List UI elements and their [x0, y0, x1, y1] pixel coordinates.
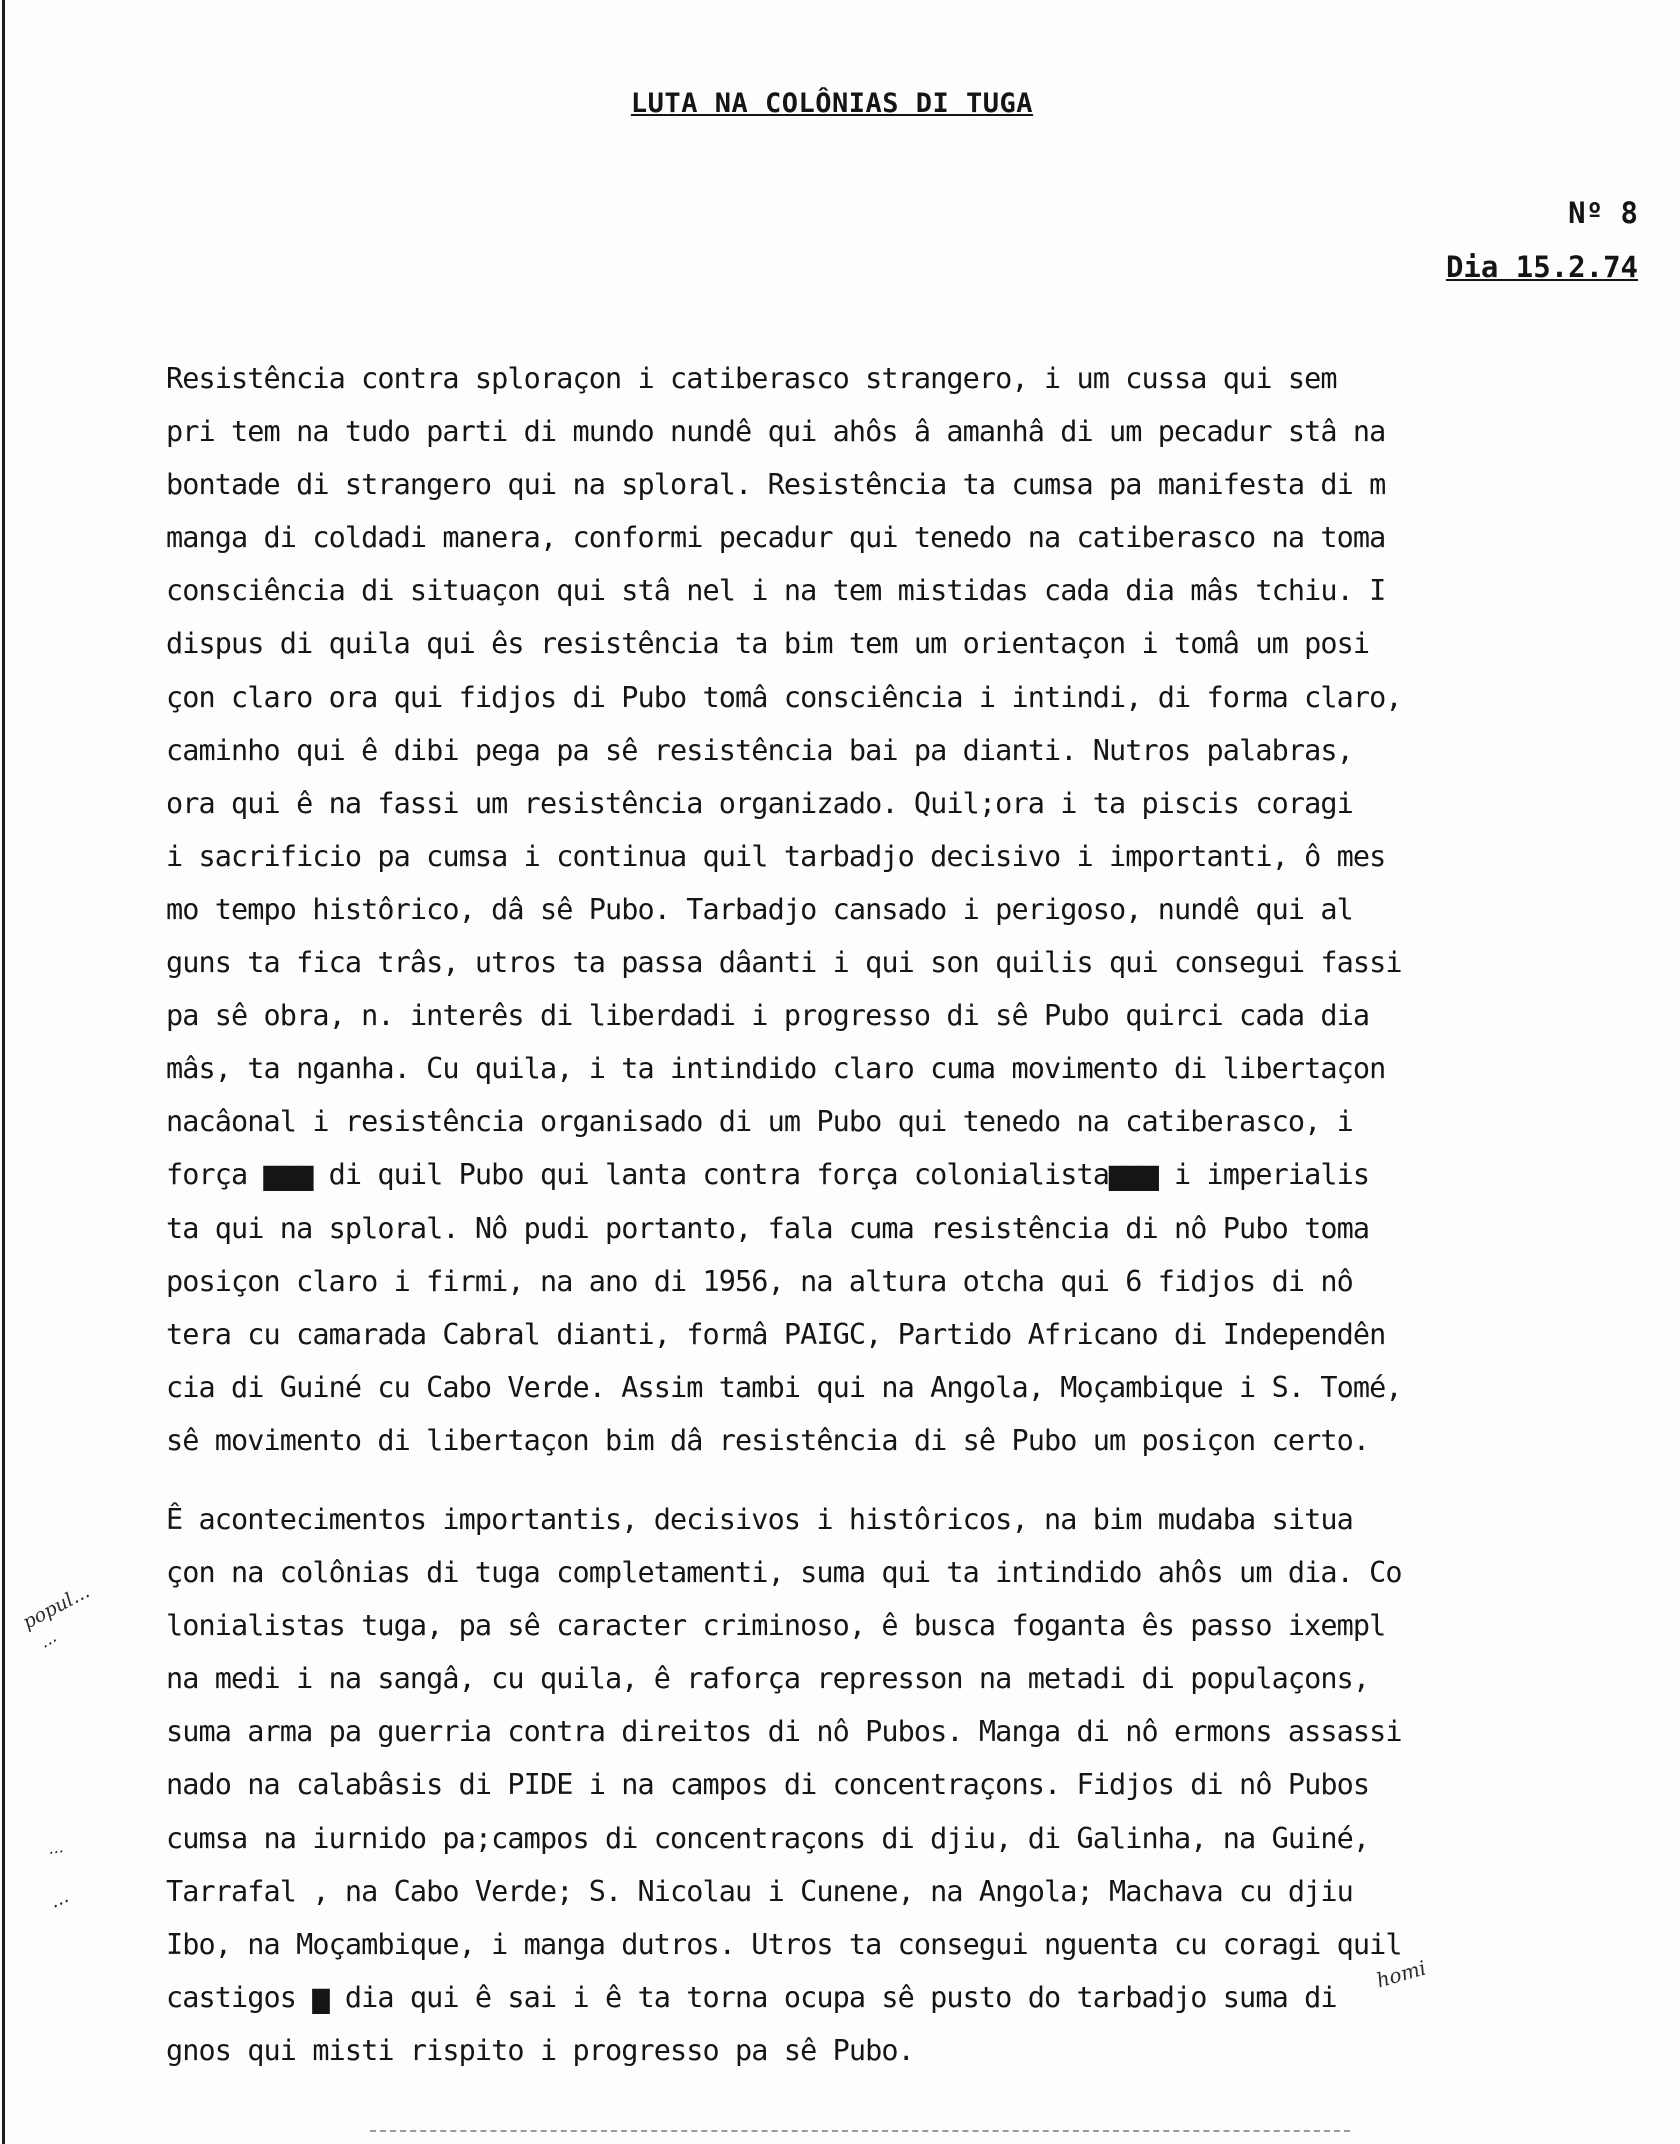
text-line: mâs, ta nganha. Cu quila, i ta intindido claro cuma movimento di libertaçon: [166, 1052, 1386, 1086]
margin-note: ...: [46, 1837, 65, 1858]
margin-note: ...: [46, 1885, 72, 1913]
document-date: Dia 15.2.74: [1445, 250, 1638, 284]
text-line: consciência di situaçon qui stâ nel i na tem mistidas cada dia mâs tchiu. I: [166, 574, 1386, 608]
text-line: na medi i na sangâ, cu quila, ê raforça represson na metadi di populaçons,: [166, 1662, 1370, 1696]
text-line: suma arma pa guerria contra direitos di nô Pubos. Manga di nô ermons assassi: [166, 1715, 1402, 1749]
text-line: mo tempo histôrico, dâ sê Pubo. Tarbadjo cansado i perigoso, nundê qui al: [166, 892, 1353, 926]
text-line: Resistência contra sploraçon i catiberasco strangero, i um cussa qui sem: [166, 362, 1337, 395]
margin-note: popul...: [19, 1580, 94, 1634]
text-line: posiçon claro i firmi, na ano di 1956, na altura otcha qui 6 fidjos di nô: [166, 1264, 1353, 1298]
text-line: lonialistas tuga, pa sê caracter criminoso, ê busca foganta ês passo ixempl: [166, 1609, 1386, 1643]
text-line: nacâonal i resistência organisado di um Pubo qui tenedo na catiberasco, i: [166, 1105, 1353, 1139]
text-line: castigos ▆ dia qui ê sai i ê ta torna ocupa sê pusto do tarbadjo suma di: [166, 1980, 1337, 2014]
scan-edge-bottom: [370, 2130, 1350, 2134]
text-line: caminho qui ê dibi pega pa sê resistência bai pa dianti. Nutros palabras,: [166, 733, 1353, 767]
text-line: tera cu camarada Cabral dianti, formâ PAIGC, Partido Africano di Independên: [166, 1317, 1386, 1351]
text-line: guns ta fica trâs, utros ta passa dâanti i qui son quilis qui consegui fassi: [166, 946, 1402, 980]
text-line: bontade di strangero qui na sploral. Resistência ta cumsa pa manifesta di m: [166, 468, 1386, 502]
text-line: nado na calabâsis di PIDE i na campos di concentraçons. Fidjos di nô Pubos: [166, 1768, 1370, 1802]
text-line: ora qui ê na fassi um resistência organizado. Quil;ora i ta piscis coragi: [166, 786, 1353, 820]
text-line: gnos qui misti rispito i progresso pa sê Pubo.: [166, 2033, 914, 2067]
text-line: Ê acontecimentos importantis, decisivos i histôricos, na bim mudaba situa: [166, 1502, 1353, 1536]
text-line: Tarrafal , na Cabo Verde; S. Nicolau i Cunene, na Angola; Machava cu djiu: [166, 1874, 1353, 1908]
text-line: çon na colônias di tuga completamenti, suma qui ta intindido ahôs um dia. Co: [166, 1556, 1402, 1590]
text-line: sê movimento di libertaçon bim dâ resistência di sê Pubo um posiçon certo.: [166, 1423, 1370, 1457]
text-line: Ibo, na Moçambique, i manga dutros. Utros ta consegui nguenta cu coragi quil: [166, 1927, 1402, 1961]
margin-note: homi: [1373, 1955, 1429, 1993]
paragraph: [166, 352, 1651, 1467]
document-number: Nº 8: [1568, 196, 1638, 230]
text-line: ta qui na sploral. Nô pudi portanto, fala cuma resistência di nô Pubo toma: [166, 1211, 1370, 1245]
margin-note: ...: [35, 1627, 61, 1653]
text-line: cumsa na iurnido pa;campos di concentraçons di djiu, di Galinha, na Guiné,: [166, 1821, 1370, 1855]
text-line: çon claro ora qui fidjos di Pubo tomâ consciência i intindi, di forma claro,: [166, 680, 1402, 714]
text-line: cia di Guiné cu Cabo Verde. Assim tambi qui na Angola, Moçambique i S. Tomé,: [166, 1370, 1402, 1404]
text-line: i sacrificio pa cumsa i continua quil tarbadjo decisivo i importanti, ô mes: [166, 839, 1386, 873]
paragraph: [166, 1493, 1651, 2077]
text-line: força ▆▆▆ di quil Pubo qui lanta contra força colonialista▆▆▆ i imperialis: [166, 1158, 1370, 1192]
scan-edge-left: [2, 0, 5, 2144]
document-title: LUTA NA COLÔNIAS DI TUGA: [630, 88, 1034, 119]
paragraph-gap: [166, 1467, 1651, 1493]
text-line: pri tem na tudo parti di mundo nundê qui ahôs â amanhâ di um pecadur stâ na: [166, 415, 1386, 449]
text-line: manga di coldadi manera, conformi pecadur qui tenedo na catiberasco na toma: [166, 521, 1386, 555]
document-body: [166, 352, 1651, 2077]
text-line: pa sê obra, n. interês di liberdadi i progresso di sê Pubo quirci cada dia: [166, 999, 1370, 1033]
text-line: dispus di quila qui ês resistência ta bim tem um orientaçon i tomâ um posi: [166, 627, 1370, 661]
